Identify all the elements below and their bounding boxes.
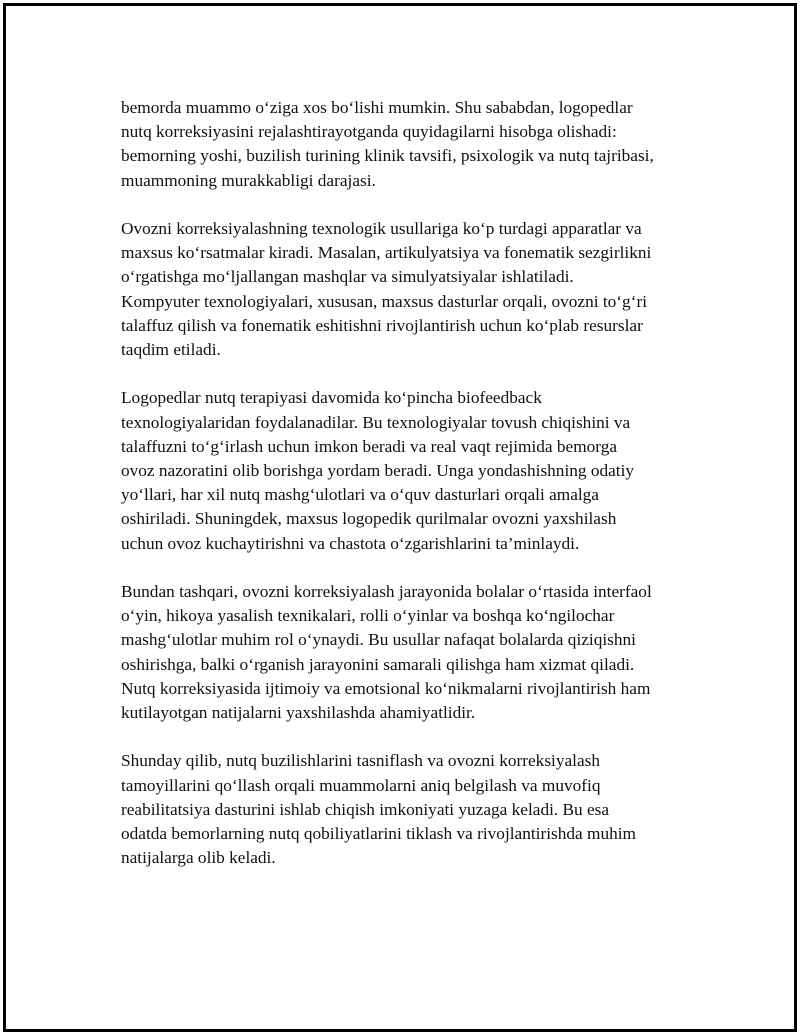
page-border bbox=[3, 3, 797, 1032]
paragraph-2: Ovozni korreksiyalashning texnologik usullariga ko‘p turdagi apparatlar va maxsus ko‘rsatmalar kiradi. Masalan, artikulyatsiya va fonematik sezgirlikni o‘rgatishga mo‘ljallangan mashqlar va simulyatsiyalar ishlatiladi. Kompyuter texnologiyalari, xususan, maxsus dasturlar orqali, ovozni to‘g‘ri talaffuz qilish va fonematik eshitishni rivojlantirish uchun ko‘plab resurslar taqdim etiladi. bbox=[121, 219, 652, 360]
paragraph-3: Logopedlar nutq terapiyasi davomida ko‘pincha biofeedback texnologiyalaridan foydalanadilar. Bu texnologiyalar tovush chiqishini va talaffuzni to‘g‘irlash uchun imkon beradi va real vaqt rejimida bemorga ovoz nazoratini olib borishga yordam beradi. Unga yondashishning odatiy yo‘llari, har xil nutq mashg‘ulotlari va o‘quv dasturlari orqali amalga oshiriladi. Shuningdek, maxsus logopedik qurilmalar ovozni yaxshilash uchun ovoz kuchaytirishni va chastota o‘zgarishlarini ta’minlaydi. bbox=[121, 388, 635, 553]
document-body bbox=[121, 96, 711, 895]
paragraph-5: Shunday qilib, nutq buzilishlarini tasniflash va ovozni korreksiyalash tamoyillarini qo‘llash orqali muammolarni aniq belgilash va muvofiq reabilitatsiya dasturini ishlab chiqish imkoniyati yuzaga keladi. Bu esa odatda bemorlarning nutq qobiliyatlarini tiklash va rivojlantirishda muhim natijalarga olib keladi. bbox=[121, 751, 636, 868]
paragraph-4: Bundan tashqari, ovozni korreksiyalash jarayonida bolalar o‘rtasida interfaol o‘yin, hikoya yasalish texnikalari, rolli o‘yinlar va boshqa ko‘ngilochar mashg‘ulotlar muhim rol o‘ynaydi. Bu usullar nafaqat bolalarda qiziqishni oshirishga, balki o‘rganish jarayonini samarali qilishga ham xizmat qiladi. Nutq korreksiyasida ijtimoiy va emotsional ko‘nikmalarni rivojlantirish ham kutilayotgan natijalarni yaxshilashda ahamiyatlidir. bbox=[121, 582, 652, 723]
paragraph-1: bemorda muammo o‘ziga xos bo‘lishi mumkin. Shu sababdan, logopedlar nutq korreksiyasini rejalashtirayotganda quyidagilarni hisobga olishadi: bemorning yoshi, buzilish turining klinik tavsifi, psixologik va nutq tajribasi, muammoning murakkabligi darajasi. bbox=[121, 98, 654, 190]
